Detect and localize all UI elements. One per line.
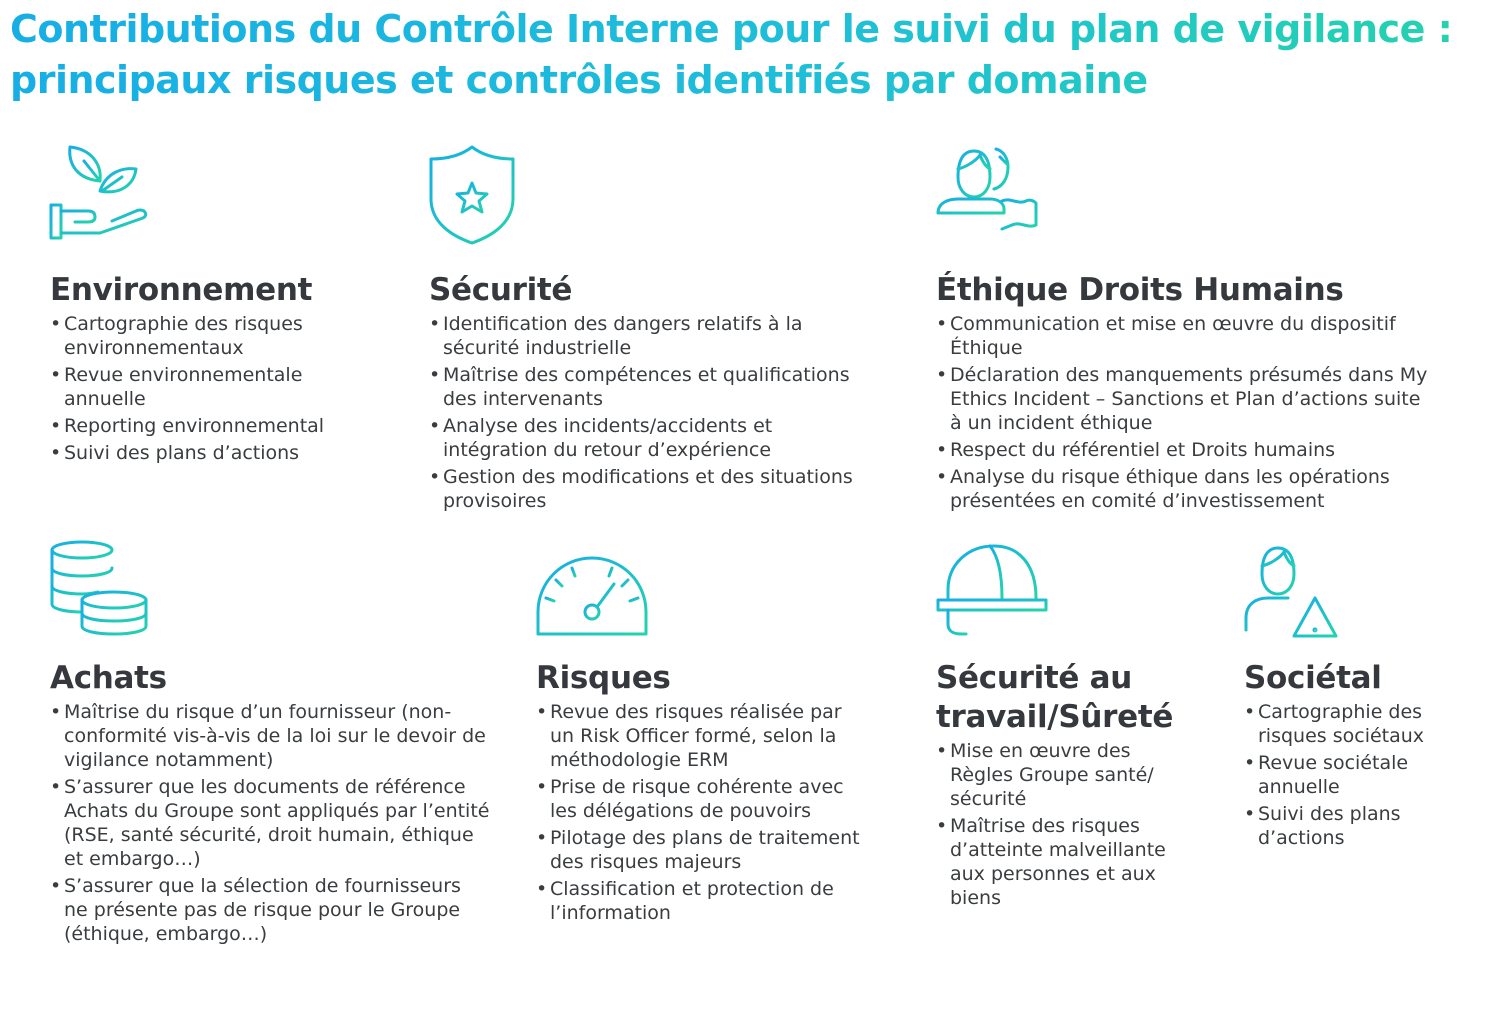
- domain-name: Environnement: [50, 272, 313, 308]
- domain-securite: [429, 145, 874, 516]
- domain-risques: [536, 540, 866, 928]
- list-item: • Gestion des modifications et des situations provisoires: [429, 465, 874, 513]
- list-item: • Prise de risque cohérente avec les délégations de pouvoirs: [536, 775, 866, 823]
- domain-items: [50, 700, 490, 946]
- list-item: • Reporting environnemental: [50, 414, 380, 438]
- list-item: • Suivi des plans d’actions: [1244, 802, 1484, 850]
- list-item: • Cartographie des risques environnementaux: [50, 312, 380, 360]
- list-item: • Suivi des plans d’actions: [50, 441, 380, 465]
- list-item: • S’assurer que les documents de référence Achats du Groupe sont appliqués par l’entité (RSE, santé sécurité, droit humain, éthique et embargo…): [50, 775, 490, 871]
- list-item: • Cartographie des risques sociétaux: [1244, 700, 1484, 748]
- domain-name: Risques: [536, 660, 671, 696]
- page-title: Contributions du Contrôle Interne pour le suivi du plan de vigilance : principaux risques et contrôles identifiés par domaine: [10, 4, 1490, 106]
- hand-leaves-icon: [50, 145, 380, 245]
- domain-ethique: [936, 145, 1431, 516]
- list-item: • Maîtrise du risque d’un fournisseur (non-conformité vis-à-vis de la loi sur le devoir de vigilance notamment): [50, 700, 490, 772]
- domain-name: Sécurité au travail/Sûreté: [936, 660, 1174, 735]
- list-item: • Revue environnementale annuelle: [50, 363, 380, 411]
- list-item: • Déclaration des manquements présumés dans My Ethics Incident – Sanctions et Plan d’actions suite à un incident éthique: [936, 363, 1431, 435]
- list-item: • Analyse des incidents/accidents et intégration du retour d’expérience: [429, 414, 874, 462]
- list-item: • Classification et protection de l’information: [536, 877, 866, 925]
- domain-achats: [50, 540, 490, 949]
- domain-items: [1244, 700, 1484, 850]
- domain-name: Éthique Droits Humains: [936, 272, 1344, 308]
- list-item: • Pilotage des plans de traitement des risques majeurs: [536, 826, 866, 874]
- list-item: • Maîtrise des risques d’atteinte malveillante aux personnes et aux biens: [936, 814, 1168, 910]
- people-flag-icon: [936, 145, 1431, 245]
- domain-items: [50, 312, 380, 465]
- domain-items: [936, 312, 1431, 513]
- domain-securite-travail: [936, 540, 1174, 913]
- list-item: • Revue sociétale annuelle: [1244, 751, 1484, 799]
- shield-star-icon: [429, 145, 874, 245]
- domain-environnement: [50, 145, 380, 468]
- domain-name: Sécurité: [429, 272, 573, 308]
- hard-hat-icon: [936, 540, 1168, 637]
- list-item: • Mise en œuvre des Règles Groupe santé/ sécurité: [936, 739, 1168, 811]
- list-item: • Revue des risques réalisée par un Risk Officer formé, selon la méthodologie ERM: [536, 700, 866, 772]
- domain-items: [536, 700, 866, 925]
- domain-name: Achats: [50, 660, 167, 696]
- domain-name: Sociétal: [1244, 660, 1382, 696]
- person-warning-icon: [1244, 540, 1484, 637]
- domain-societal: [1244, 540, 1484, 853]
- list-item: • Maîtrise des compétences et qualifications des intervenants: [429, 363, 874, 411]
- domain-items: [936, 739, 1168, 910]
- list-item: • S’assurer que la sélection de fournisseurs ne présente pas de risque pour le Groupe (éthique, embargo…): [50, 874, 490, 946]
- list-item: • Communication et mise en œuvre du dispositif Éthique: [936, 312, 1431, 360]
- list-item: • Analyse du risque éthique dans les opérations présentées en comité d’investissement: [936, 465, 1431, 513]
- list-item: • Respect du référentiel et Droits humains: [936, 438, 1431, 462]
- list-item: • Identification des dangers relatifs à la sécurité industrielle: [429, 312, 874, 360]
- coin-stacks-icon: [50, 540, 490, 637]
- gauge-icon: [536, 540, 866, 637]
- domain-items: [429, 312, 874, 513]
